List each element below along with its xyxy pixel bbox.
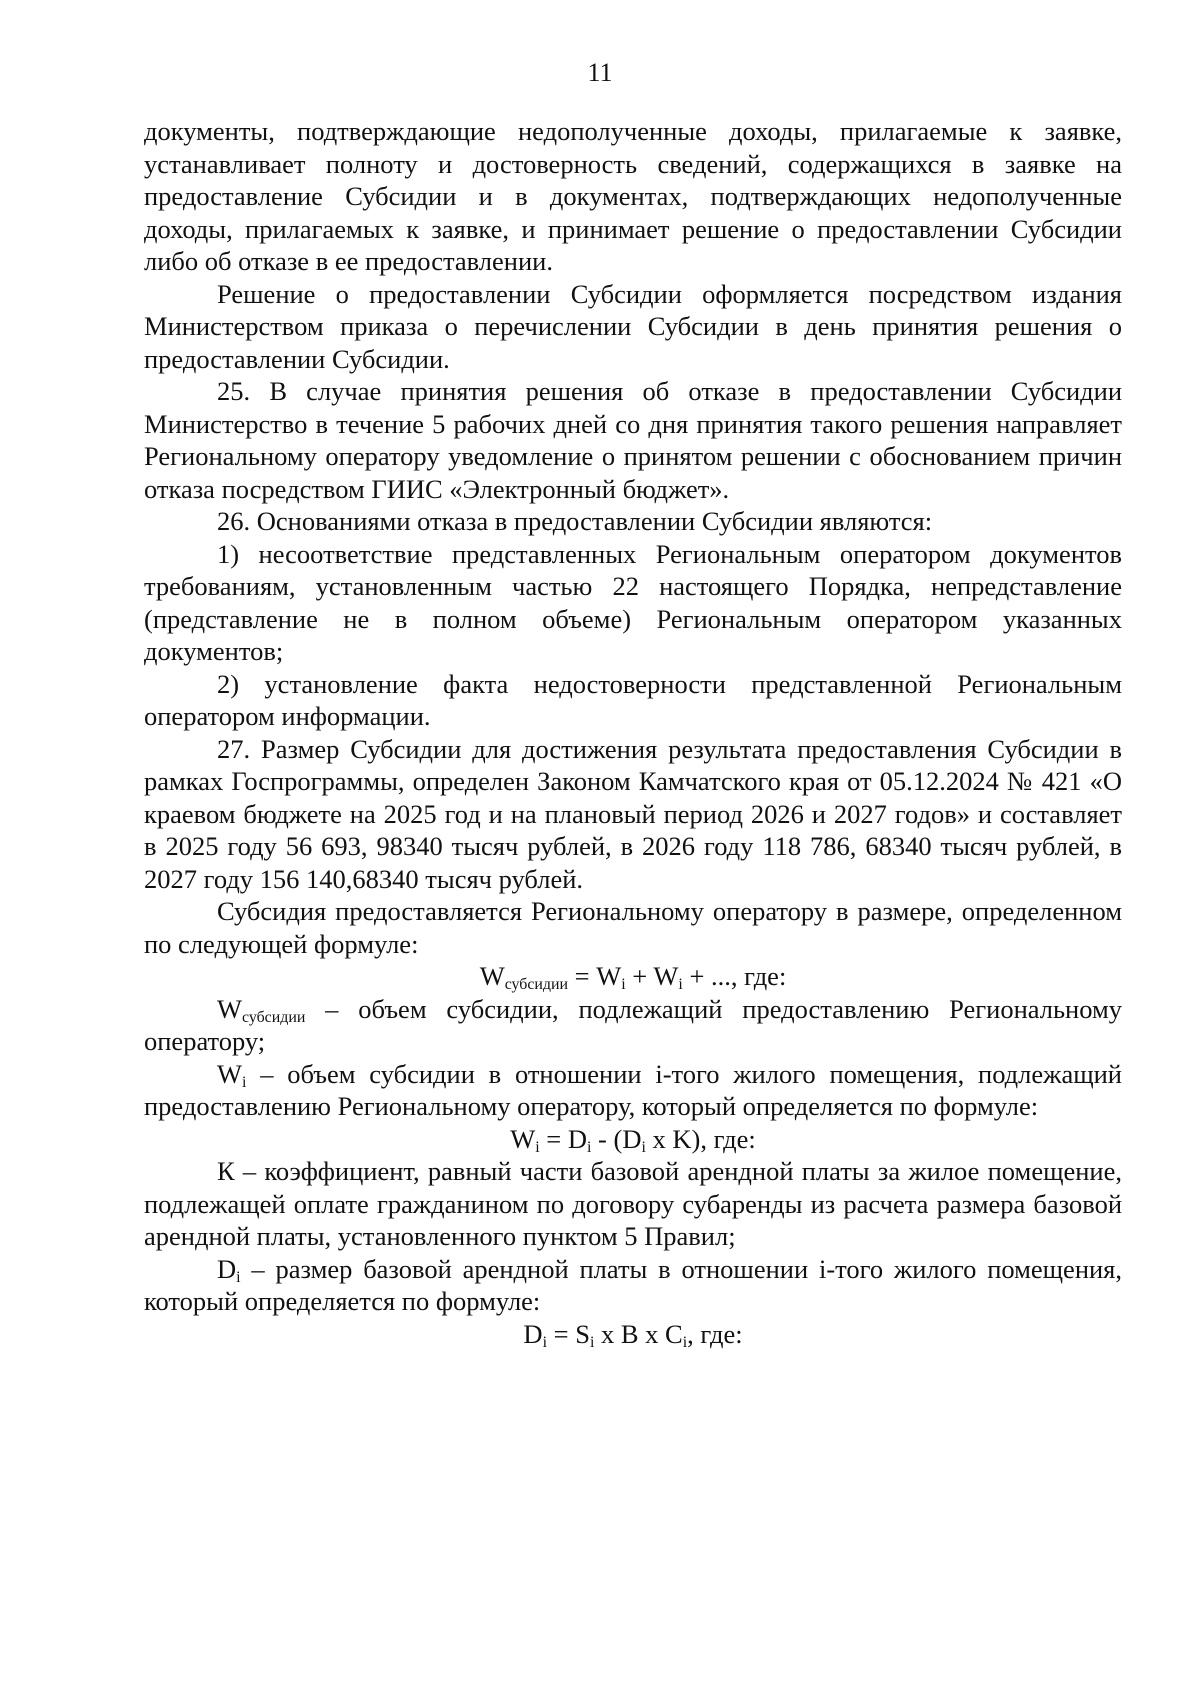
paragraph: Решение о предоставлении Субсидии оформляется посредством издания Министерством приказа о перечислении Субсидии в день принятия решения о предоставлении Субсидии. xyxy=(144,278,1122,374)
paragraph-item-26: 26. Основаниями отказа в предоставлении Субсидии являются: xyxy=(217,506,933,536)
paragraph-item-27: 27. Размер Субсидии для достижения результата предоставления Субсидии в рамках Госпрограммы, определен Законом Камчатского края от 05.12.2024 № 421 «О краевом бюджете на 2025 год и на плановый период 2026 и 2027 годов» и составляет в 2025 году 56 693, 98340 тысяч рублей, в 2026 году 118 786, 68340 тысяч рублей, в 2027 году 156 140,68340 тысяч рублей. xyxy=(144,733,1122,894)
formula-subsidy-total: $W_{субсидии} = W_i + W_i$ + ..., где: xyxy=(479,961,787,993)
definition-wi: $W_i$ – объем субсидии в отношении i-того жилого помещения, подлежащий предоставлению Региональному оператору, который определяется по формуле: xyxy=(144,1058,1122,1121)
definition-w-subsidy: $W_{субсидии}$ – объем субсидии, подлежащий предоставлению Региональному оператору; xyxy=(144,993,1122,1056)
paragraph: Субсидия предоставляется Региональному оператору в размере, определенном по следующей формуле: xyxy=(144,896,1122,959)
document-body xyxy=(144,115,1122,1350)
list-item: 2) установление факта недостоверности представленной Региональным оператором информации. xyxy=(144,668,1122,731)
formula-di: $D_i = S_i$ x B x $C_i$, где: xyxy=(523,1318,743,1351)
paragraph: документы, подтверждающие недополученные доходы, прилагаемые к заявке, устанавливает полноту и достоверность сведений, содержащихся в заявке на предоставление Субсидии и в документах, подтверждающих недополученные доходы, прилагаемых к заявке, и принимает решение о предоставлении Субсидии либо об отказе в ее предоставлении. xyxy=(144,116,1122,276)
formula-wi: $W_i = D_i - (D_i$ x K), где: xyxy=(510,1123,756,1156)
definition-di: $D_i$ – размер базовой арендной платы в отношении i-того жилого помещения, который определяется по формуле: xyxy=(144,1253,1122,1316)
definition-k: К – коэффициент, равный части базовой арендной платы за жилое помещение, подлежащей оплате гражданином по договору субаренды из расчета размера базовой арендной платы, установленного пунктом 5 Правил; xyxy=(144,1156,1122,1251)
page-number: 11 xyxy=(587,58,613,87)
paragraph-item-25: 25. В случае принятия решения об отказе в предоставлении Субсидии Министерство в течение 5 рабочих дней со дня принятия такого решения направляет Региональному оператору уведомление о принятом решении с обоснованием причин отказа посредством ГИИС «Электронный бюджет». xyxy=(144,376,1122,504)
list-item: 1) несоответствие представленных Региональным оператором документов требованиям, установленным частью 22 настоящего Порядка, непредставление (представление не в полном объеме) Региональным оператором указанных документов; xyxy=(144,538,1122,666)
